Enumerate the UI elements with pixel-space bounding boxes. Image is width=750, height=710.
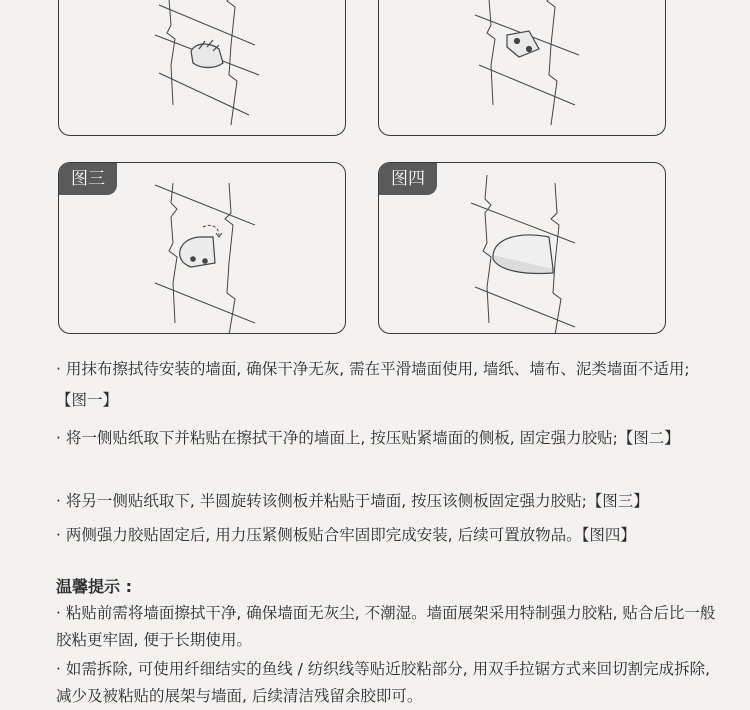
attach-side-panel-illustration [379, 0, 666, 136]
wipe-wall-illustration [59, 0, 346, 136]
side-panel-icon [507, 31, 539, 57]
figure-3-panel [58, 162, 346, 334]
figure-1-panel [58, 0, 346, 136]
semicircle-panel-icon [180, 237, 215, 267]
shelf-icon [493, 235, 553, 273]
instruction-step-4: · 两侧强力胶贴固定后, 用力压紧侧板贴合牢固即完成安装, 后续可置放物品。【图四】 [56, 526, 636, 544]
instruction-step-2: · 将一侧贴纸取下并粘贴在擦拭干净的墙面上, 按压贴紧墙面的侧板, 固定强力胶贴;【图二】 [56, 429, 680, 447]
installed-shelf-illustration [379, 163, 666, 334]
cloth-hand-icon [191, 40, 223, 68]
rotate-side-panel-illustration [59, 163, 346, 334]
tips-title: 温馨提示 : [56, 577, 132, 596]
figure-4-panel [378, 162, 666, 334]
figure-2-panel [378, 0, 666, 136]
figure-3-label: 图三 [59, 163, 117, 195]
instruction-step-3: · 将另一侧贴纸取下, 半圆旋转该侧板并粘贴于墙面, 按压该侧板固定强力胶贴;【图三】 [56, 492, 649, 510]
tip-item-1: · 粘贴前需将墙面擦拭干净, 确保墙面无灰尘, 不潮湿。墙面展架采用特制强力胶粘, 贴合后比一般胶粘更牢固, 便于长期使用。 [56, 604, 716, 649]
instruction-step-1: · 用抹布擦拭待安装的墙面, 确保干净无灰, 需在平滑墙面使用, 墙纸、墙布、泥类墙面不适用;【图一】 [56, 360, 690, 409]
tip-item-2: · 如需拆除, 可使用纤细结实的鱼线 / 纺织线等贴近胶粘部分, 用双手拉锯方式来回切割完成拆除, 减少及被粘贴的展架与墙面, 后续清洁残留余胶即可。 [56, 660, 711, 705]
figure-4-label: 图四 [379, 163, 437, 195]
